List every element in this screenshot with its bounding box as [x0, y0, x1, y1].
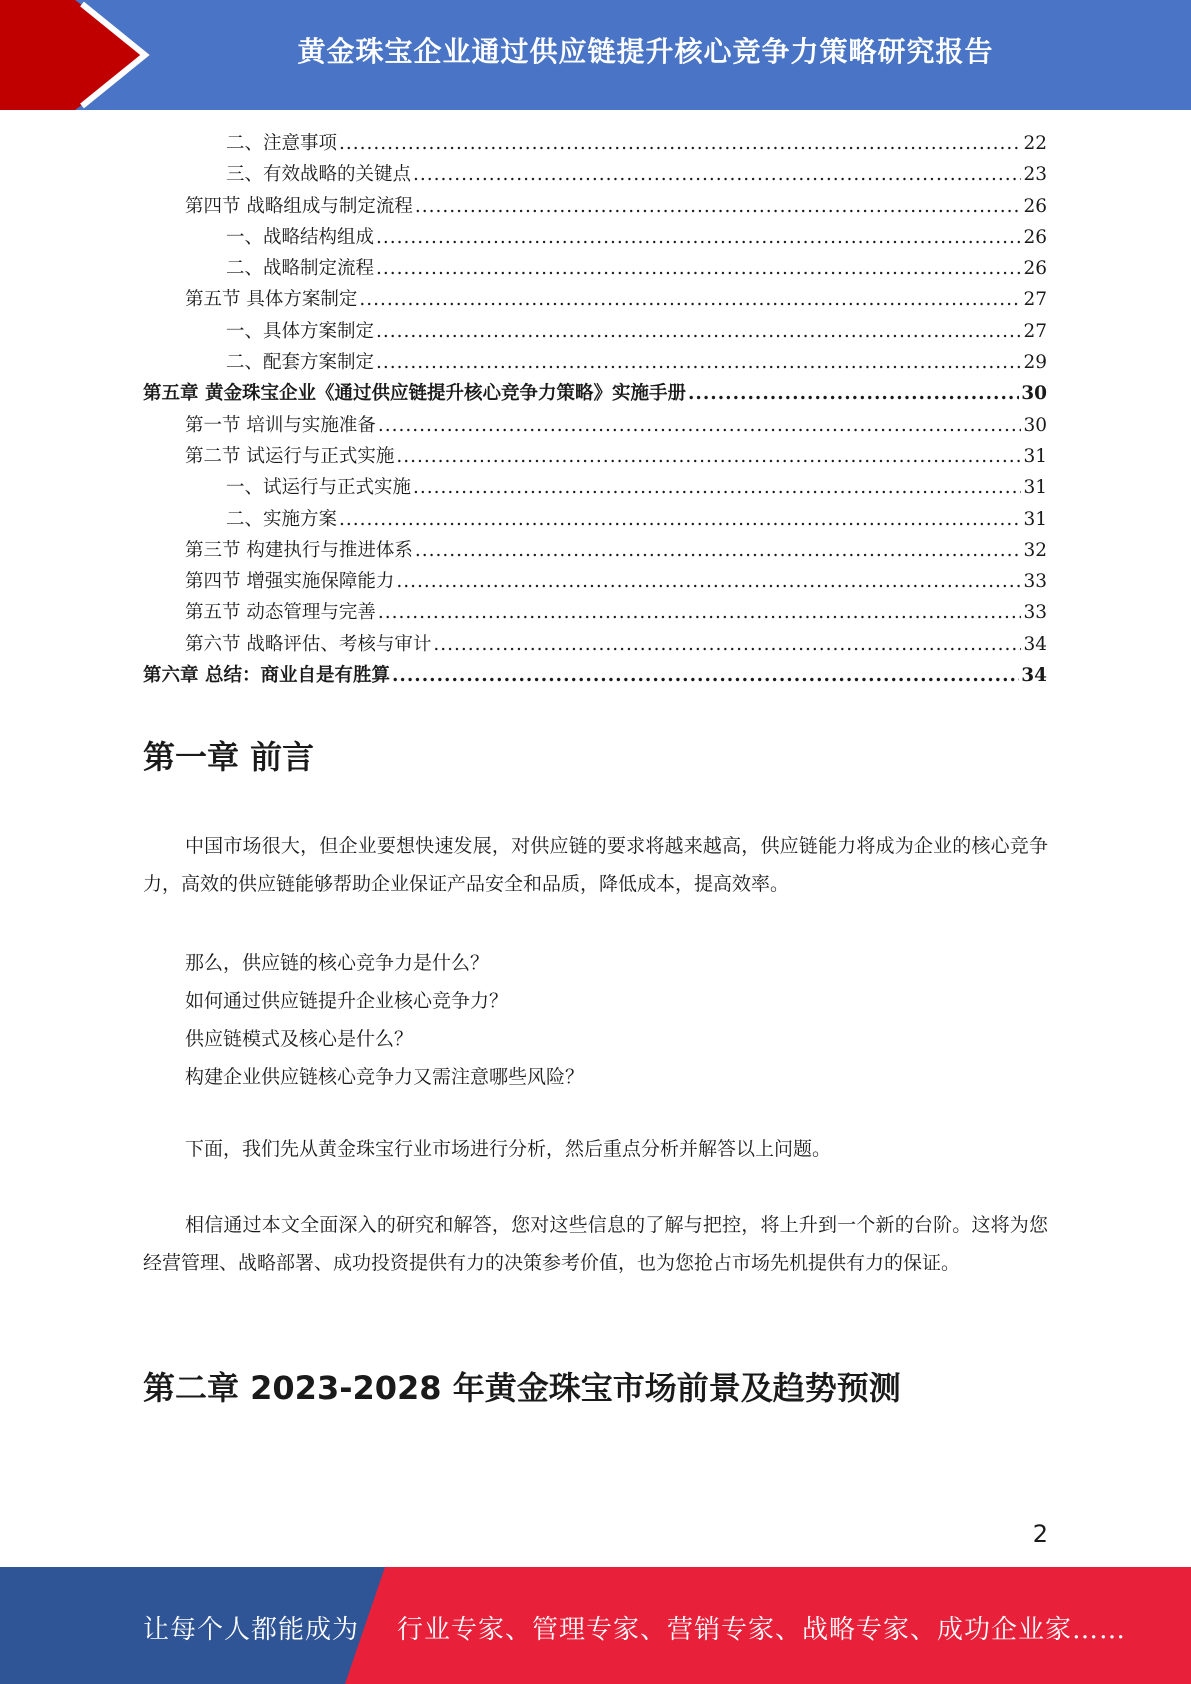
report-title: 黄金珠宝企业通过供应链提升核心竞争力策略研究报告: [297, 35, 994, 68]
toc-dot-leader: [688, 378, 1019, 409]
toc-entry[interactable]: [143, 191, 1047, 222]
chapter1-paragraph-overview: 下面，我们先从黄金珠宝行业市场进行分析，然后重点分析并解答以上问题。: [185, 1138, 832, 1160]
toc-entry[interactable]: [143, 566, 1047, 597]
toc-dot-leader: [376, 253, 1021, 284]
toc-dot-leader: [433, 629, 1021, 660]
toc-entry-label: 二、配套方案制定: [226, 352, 375, 374]
toc-entry-page: 34: [1021, 665, 1047, 687]
toc-entry-page: 31: [1023, 508, 1047, 530]
toc-entry-label: 二、注意事项: [226, 133, 338, 154]
toc-entry-page: 26: [1023, 195, 1047, 217]
footer-slogan-right: 行业专家、管理专家、营销专家、战略专家、成功企业家……: [397, 1615, 1127, 1645]
toc-entry-label: 第六章 总结：商业自是有胜算: [143, 665, 390, 687]
toc-entry-page: 26: [1023, 258, 1047, 280]
toc-entry[interactable]: [143, 128, 1047, 159]
toc-entry-label: 第六节 战略评估、考核与审计: [185, 633, 432, 655]
toc-entry-label: 一、战略结构组成: [226, 226, 375, 248]
toc-entry-label: 二、实施方案: [226, 508, 338, 530]
footer-slogan-left: 让每个人都能成为: [143, 1615, 360, 1645]
chapter1-paragraph-intro: 中国市场很大，但企业要想快速发展，对供应链的要求将越来越高，供应链能力将成为企业的核心竞争力，高效的供应链能够帮助企业保证产品安全和品质，降低成本，提高效率。: [143, 835, 1048, 895]
question-item: 构建企业供应链核心竞争力又需注意哪些风险？: [185, 1066, 585, 1088]
question-item: 那么，供应链的核心竞争力是什么？: [185, 952, 490, 974]
toc-entry-page: 34: [1023, 633, 1047, 655]
toc-entry-page: 22: [1023, 133, 1047, 154]
table-of-contents: [143, 128, 1047, 691]
page-footer: [0, 1567, 1191, 1684]
toc-entry[interactable]: [143, 660, 1047, 691]
toc-dot-leader: [415, 535, 1022, 566]
toc-entry-page: 32: [1023, 539, 1047, 561]
toc-entry-page: 23: [1023, 164, 1047, 186]
toc-dot-leader: [378, 410, 1022, 441]
toc-entry[interactable]: [143, 284, 1047, 315]
toc-dot-leader: [359, 284, 1021, 315]
question-item: 如何通过供应链提升企业核心竞争力？: [185, 990, 509, 1012]
toc-entry-label: 三、有效战略的关键点: [226, 164, 412, 186]
toc-dot-leader: [413, 159, 1021, 190]
toc-dot-leader: [415, 191, 1022, 222]
toc-dot-leader: [378, 597, 1022, 628]
toc-entry-label: 一、具体方案制定: [226, 320, 375, 342]
toc-entry[interactable]: [143, 535, 1047, 566]
toc-entry-page: 33: [1023, 602, 1047, 624]
toc-entry[interactable]: [143, 378, 1047, 409]
toc-dot-leader: [339, 504, 1021, 535]
toc-entry-label: 一、试运行与正式实施: [226, 477, 412, 499]
toc-dot-leader: [396, 566, 1021, 597]
page-number: 2: [1032, 1520, 1048, 1548]
toc-entry[interactable]: [143, 222, 1047, 253]
toc-entry[interactable]: [143, 410, 1047, 441]
toc-entry-label: 第四节 战略组成与制定流程: [185, 195, 413, 217]
toc-entry-page: 29: [1023, 352, 1047, 374]
toc-dot-leader: [413, 472, 1021, 503]
page-header: [0, 0, 1191, 110]
toc-entry[interactable]: [143, 347, 1047, 378]
toc-entry-page: 33: [1023, 571, 1047, 593]
toc-entry-page: 31: [1023, 445, 1047, 467]
toc-entry-page: 30: [1021, 383, 1047, 405]
toc-entry-label: 第五章 黄金珠宝企业《通过供应链提升核心竞争力策略》实施手册: [143, 383, 686, 405]
toc-entry-label: 第五节 具体方案制定: [185, 289, 358, 311]
toc-entry[interactable]: [143, 159, 1047, 190]
toc-entry[interactable]: [143, 316, 1047, 347]
toc-entry-page: 31: [1023, 477, 1047, 499]
toc-entry[interactable]: [143, 472, 1047, 503]
toc-entry[interactable]: [143, 504, 1047, 535]
toc-entry[interactable]: [143, 253, 1047, 284]
toc-entry-page: 27: [1023, 289, 1047, 311]
toc-entry-label: 二、战略制定流程: [226, 258, 375, 280]
chapter2-title: 第二章 2023-2028 年黄金珠宝市场前景及趋势预测: [143, 1369, 901, 1407]
toc-entry[interactable]: [143, 441, 1047, 472]
toc-entry-label: 第五节 动态管理与完善: [185, 602, 376, 624]
toc-entry[interactable]: [143, 629, 1047, 660]
toc-entry-label: 第四节 增强实施保障能力: [185, 571, 395, 593]
chapter1-title: 第一章 前言: [143, 738, 315, 776]
toc-dot-leader: [376, 347, 1021, 378]
toc-entry-label: 第一节 培训与实施准备: [185, 414, 376, 436]
toc-dot-leader: [376, 316, 1021, 347]
toc-dot-leader: [396, 441, 1021, 472]
question-item: 供应链模式及核心是什么？: [185, 1028, 414, 1050]
toc-entry-page: 30: [1023, 414, 1047, 436]
toc-entry-label: 第二节 试运行与正式实施: [185, 445, 395, 467]
toc-dot-leader: [339, 128, 1021, 159]
toc-dot-leader: [392, 660, 1019, 691]
toc-entry[interactable]: [143, 597, 1047, 628]
chapter1-paragraph-value: 相信通过本文全面深入的研究和解答，您对这些信息的了解与把控，将上升到一个新的台阶。这将为您经营管理、战略部署、成功投资提供有力的决策参考价值，也为您抢占市场先机提供有力的保证。: [143, 1214, 1048, 1274]
toc-entry-page: 27: [1023, 320, 1047, 342]
toc-entry-page: 26: [1023, 226, 1047, 248]
toc-entry-label: 第三节 构建执行与推进体系: [185, 539, 413, 561]
toc-dot-leader: [376, 222, 1021, 253]
